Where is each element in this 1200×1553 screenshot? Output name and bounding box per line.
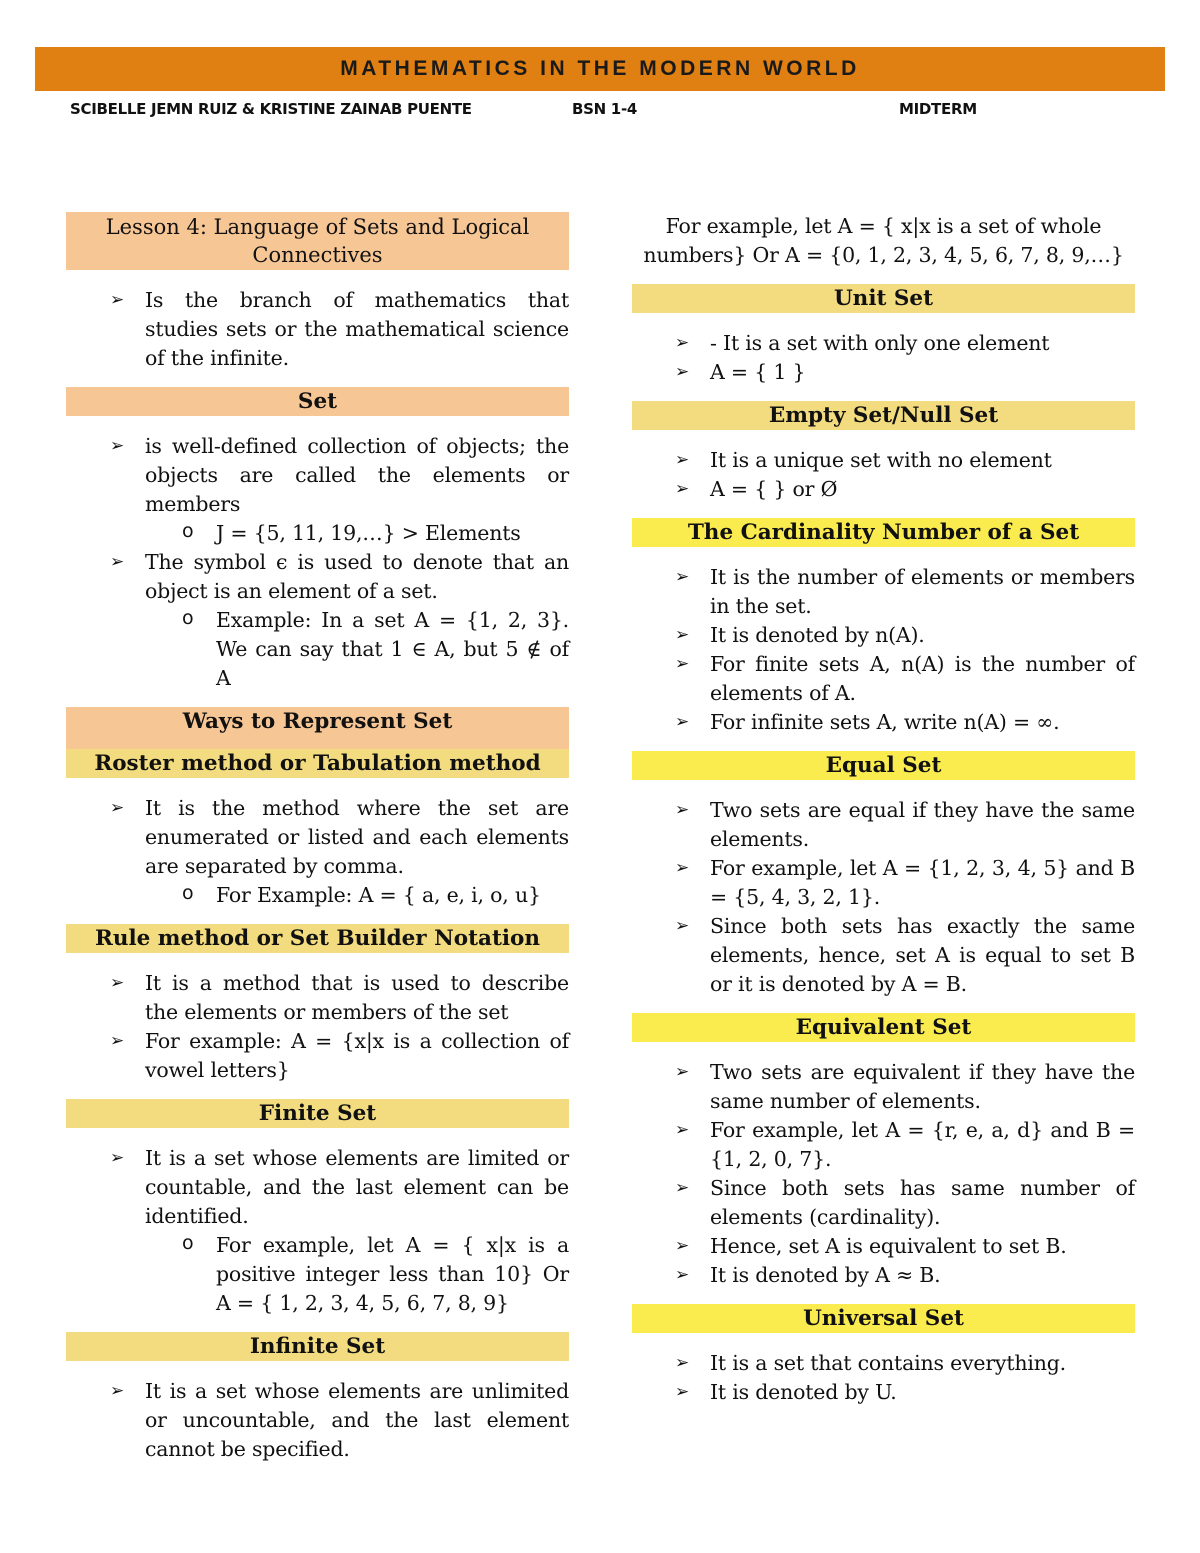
authors: SCIBELLE JEMN RUIZ & KRISTINE ZAINAB PUENTE bbox=[70, 100, 472, 118]
list-item: ➢ Since both sets has exactly the same elements, hence, set A is equal to set B or it is denoted by A = B. bbox=[632, 912, 1135, 999]
sub-list-item: o For example, let A = { x|x is a positive integer less than 10} Or A = { 1, 2, 3, 4, 5, 6, 7, 8, 9} bbox=[66, 1231, 569, 1318]
section-heading-ways: Ways to Represent Set bbox=[66, 707, 569, 736]
term: MIDTERM bbox=[899, 100, 977, 118]
list-item: ➢ It is denoted by A ≈ B. bbox=[632, 1261, 1135, 1290]
list-item: ➢ It is denoted by U. bbox=[632, 1378, 1135, 1407]
intro-list bbox=[66, 286, 569, 373]
roster-list bbox=[66, 794, 569, 910]
list-item: ➢ It is the number of elements or members in the set. bbox=[632, 563, 1135, 621]
section-heading-unit: Unit Set bbox=[632, 284, 1135, 313]
section: BSN 1-4 bbox=[572, 100, 638, 118]
unit-list bbox=[632, 329, 1135, 387]
sub-list-item: o For Example: A = { a, e, i, o, u} bbox=[66, 881, 569, 910]
equivalent-list bbox=[632, 1058, 1135, 1290]
list-item: ➢ The symbol ϵ is used to denote that an object is an element of a set. bbox=[66, 548, 569, 606]
list-item: ➢ It is the method where the set are enumerated or listed and each elements are separated by comma. bbox=[66, 794, 569, 881]
list-item: ➢ Since both sets has same number of elements (cardinality). bbox=[632, 1174, 1135, 1232]
list-item: ➢ Is the branch of mathematics that studies sets or the mathematical science of the infinite. bbox=[66, 286, 569, 373]
sub-list-item: o Example: In a set A = {1, 2, 3}. We can say that 1 ∈ A, but 5 ∉ of A bbox=[66, 606, 569, 693]
right-column bbox=[632, 212, 1135, 1421]
list-item: ➢ Hence, set A is equivalent to set B. bbox=[632, 1232, 1135, 1261]
list-item: ➢ is well-defined collection of objects; the objects are called the elements or members bbox=[66, 432, 569, 519]
lesson-title: Lesson 4: Language of Sets and Logical Connectives bbox=[66, 212, 569, 270]
list-item: ➢ Two sets are equivalent if they have the same number of elements. bbox=[632, 1058, 1135, 1116]
list-item: ➢ It is a set whose elements are limited or countable, and the last element can be identified. bbox=[66, 1144, 569, 1231]
list-item: ➢ It is denoted by n(A). bbox=[632, 621, 1135, 650]
finite-list bbox=[66, 1144, 569, 1318]
list-item: ➢ For infinite sets A, write n(A) = ∞. bbox=[632, 708, 1135, 737]
list-item: ➢ It is a method that is used to describe the elements or members of the set bbox=[66, 969, 569, 1027]
list-item: ➢ It is a set whose elements are unlimited or uncountable, and the last element cannot be specified. bbox=[66, 1377, 569, 1464]
infinite-list bbox=[66, 1377, 569, 1464]
list-item: ➢ For example, let A = {r, e, a, d} and B = {1, 2, 0, 7}. bbox=[632, 1116, 1135, 1174]
sub-list-item: o J = {5, 11, 19,…} > Elements bbox=[66, 519, 569, 548]
section-heading-cardinality: The Cardinality Number of a Set bbox=[632, 518, 1135, 547]
set-list bbox=[66, 432, 569, 693]
infinite-example: For example, let A = { x|x is a set of whole numbers} Or A = {0, 1, 2, 3, 4, 5, 6, 7, 8, 9,…} bbox=[643, 214, 1124, 267]
heading-spacer bbox=[66, 736, 569, 749]
list-item: ➢ Two sets are equal if they have the same elements. bbox=[632, 796, 1135, 854]
equal-list bbox=[632, 796, 1135, 999]
section-heading-finite: Finite Set bbox=[66, 1099, 569, 1128]
list-item: ➢ - It is a set with only one element bbox=[632, 329, 1135, 358]
left-column bbox=[66, 212, 569, 1478]
cardinality-list bbox=[632, 563, 1135, 737]
section-heading-roster: Roster method or Tabulation method bbox=[66, 749, 569, 778]
document-title: MATHEMATICS IN THE MODERN WORLD bbox=[340, 57, 860, 80]
list-item: ➢ It is a set that contains everything. bbox=[632, 1349, 1135, 1378]
section-heading-empty: Empty Set/Null Set bbox=[632, 401, 1135, 430]
list-item: ➢ A = { } or Ø bbox=[632, 475, 1135, 504]
universal-list bbox=[632, 1349, 1135, 1407]
list-item: ➢ For finite sets A, n(A) is the number of elements of A. bbox=[632, 650, 1135, 708]
list-item: ➢ A = { 1 } bbox=[632, 358, 1135, 387]
rule-list bbox=[66, 969, 569, 1085]
section-heading-infinite: Infinite Set bbox=[66, 1332, 569, 1361]
empty-list bbox=[632, 446, 1135, 504]
list-item: ➢ For example, let A = {1, 2, 3, 4, 5} and B = {5, 4, 3, 2, 1}. bbox=[632, 854, 1135, 912]
document-title-banner bbox=[35, 47, 1165, 91]
section-heading-rule: Rule method or Set Builder Notation bbox=[66, 924, 569, 953]
list-item: ➢ For example: A = {x|x is a collection of vowel letters} bbox=[66, 1027, 569, 1085]
section-heading-set: Set bbox=[66, 387, 569, 416]
section-heading-universal: Universal Set bbox=[632, 1304, 1135, 1333]
section-heading-equivalent: Equivalent Set bbox=[632, 1013, 1135, 1042]
section-heading-equal: Equal Set bbox=[632, 751, 1135, 780]
list-item: ➢ It is a unique set with no element bbox=[632, 446, 1135, 475]
